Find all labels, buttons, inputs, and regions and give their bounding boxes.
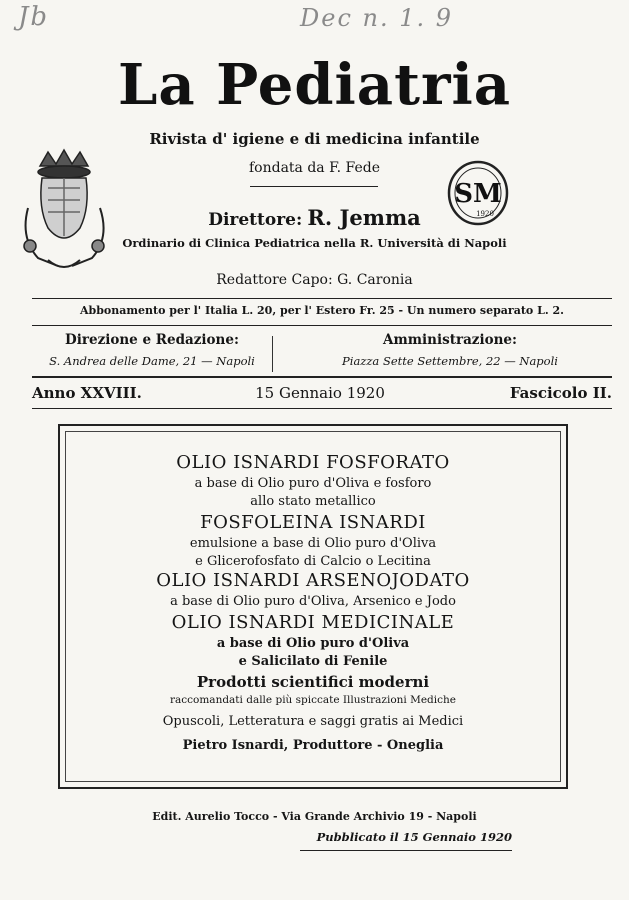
- monogram-year: 1920: [476, 210, 494, 218]
- director-name: R. Jemma: [307, 205, 421, 230]
- rule-1: [32, 298, 612, 299]
- ad-line: Prodotti scientifici moderni: [196, 673, 430, 691]
- handwritten-note-left: Jb: [18, 2, 50, 32]
- ad-line: Opuscoli, Letteratura e saggi gratis ai Medici: [162, 714, 464, 729]
- rule-2: [32, 325, 612, 326]
- administration-title: Amministrazione:: [383, 332, 517, 348]
- ad-line: FOSFOLEINA ISNARDI: [200, 512, 426, 533]
- ad-line: raccomandati dalle più spiccate Illustrazioni Mediche: [169, 694, 456, 706]
- issue-date: 15 Gennaio 1920: [255, 384, 385, 402]
- ad-line: OLIO ISNARDI MEDICINALE: [171, 612, 455, 633]
- ad-line: a base di Olio puro d'Oliva: [216, 636, 410, 651]
- ad-line: OLIO ISNARDI ARSENOJODATO: [156, 570, 470, 591]
- founded-by: fondata da F. Fede: [248, 160, 381, 176]
- director-role: Ordinario di Clinica Pediatrica nella R. Università di Napoli: [122, 236, 507, 250]
- divider-short: [250, 186, 378, 187]
- subscription-info: Abbonamento per l' Italia L. 20, per l' Estero Fr. 25 - Un numero separato L. 2.: [80, 304, 564, 317]
- published-date: Pubblicato il 15 Gennaio 1920: [316, 830, 512, 844]
- director-label: Direttore:: [208, 210, 303, 230]
- ad-line: a base di Olio puro d'Oliva, Arsenico e Jodo: [170, 594, 456, 609]
- journal-title: La Pediatria: [117, 52, 512, 118]
- ad-line: e Salicilato di Fenile: [238, 654, 388, 669]
- chief-editor: Redattore Capo: G. Caronia: [216, 272, 413, 288]
- publisher-line: Edit. Aurelio Tocco - Via Grande Archivio 19 - Napoli: [152, 810, 477, 823]
- editorial-office-title: Direzione e Redazione:: [65, 332, 239, 348]
- ad-line: Pietro Isnardi, Produttore - Oneglia: [182, 738, 444, 753]
- footer-rule: [300, 850, 512, 851]
- editorial-office-address: S. Andrea delle Dame, 21 — Napoli: [49, 354, 255, 368]
- ad-line: OLIO ISNARDI FOSFORATO: [176, 452, 450, 473]
- ad-line: e Glicerofosfato di Calcio o Lecitina: [195, 554, 431, 569]
- ad-line: emulsione a base di Olio puro d'Oliva: [189, 536, 437, 551]
- rule-4: [32, 408, 612, 409]
- ad-line: allo stato metallico: [250, 494, 376, 509]
- monogram-letters: SM: [454, 179, 502, 209]
- director-line: [0, 205, 629, 230]
- handwritten-note-right: Dec n. 1. 9: [300, 4, 454, 32]
- administration-address: Piazza Sette Settembre, 22 — Napoli: [342, 354, 558, 368]
- journal-subtitle: Rivista d' igiene e di medicina infantile: [149, 130, 480, 148]
- issue-year: Anno XXVIII.: [32, 384, 142, 402]
- issue-number: Fascicolo II.: [509, 384, 612, 402]
- ad-line: a base di Olio puro d'Oliva e fosforo: [194, 476, 432, 491]
- office-divider: [272, 336, 273, 372]
- rule-3: [32, 376, 612, 378]
